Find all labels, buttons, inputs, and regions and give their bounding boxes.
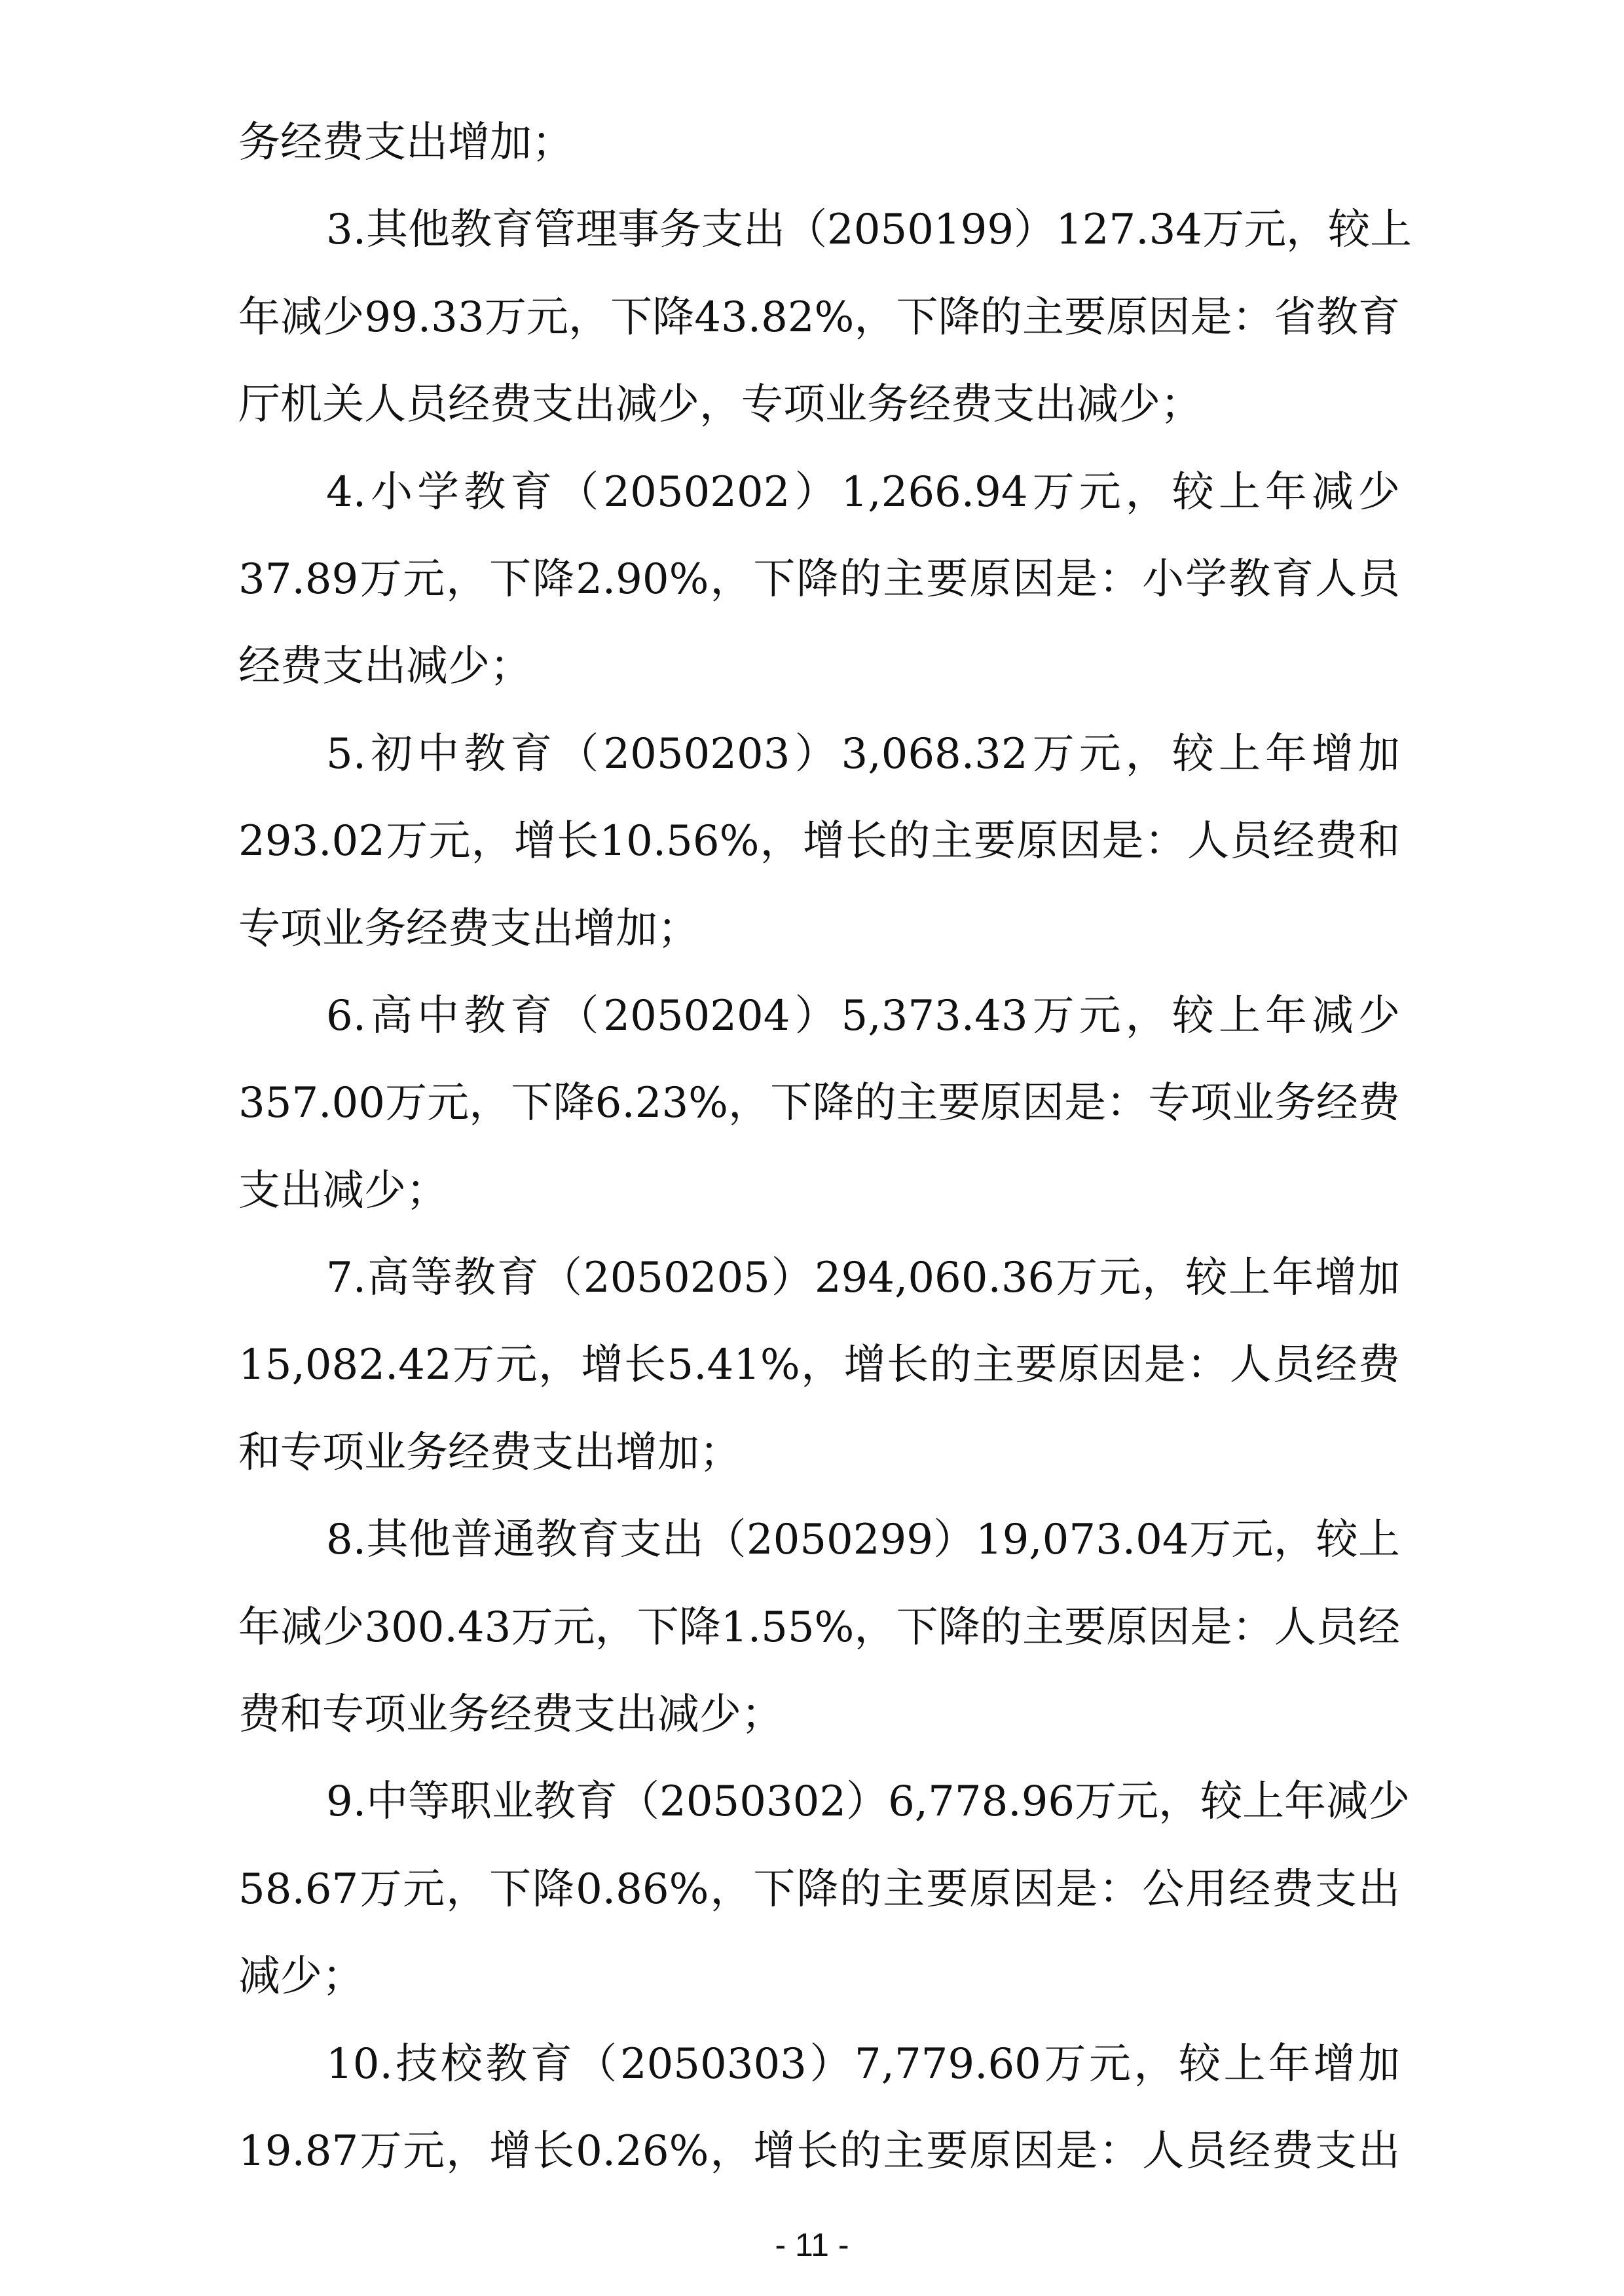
- text-line: 年减少300.43万元，下降1.55%，下降的主要原因是：人员经: [238, 1603, 1400, 1652]
- paragraph: [238, 985, 1400, 1247]
- text-line: 和专项业务经费支出增加；: [238, 1428, 741, 1477]
- text-line: 7.高等教育（2050205）294,060.36万元，较上年增加: [326, 1254, 1400, 1303]
- paragraph: [238, 461, 1400, 723]
- paragraph: [238, 1247, 1400, 1508]
- text-line: 15,082.42万元，增长5.41%，增长的主要原因是：人员经费: [238, 1341, 1400, 1390]
- paragraph: [238, 2033, 1400, 2208]
- text-line: 8.其他普通教育支出（2050299）19,073.04万元，较上: [326, 1516, 1400, 1565]
- text-line: 9.中等职业教育（2050302）6,778.96万元，较上年减少: [326, 1777, 1411, 1827]
- text-line: 10.技校教育（2050303）7,779.60万元，较上年增加: [326, 2039, 1400, 2088]
- text-line: 357.00万元，下降6.23%，下降的主要原因是：专项业务经费: [238, 1079, 1400, 1128]
- paragraph: [238, 198, 1412, 460]
- text-line: 19.87万元，增长0.26%，增长的主要原因是：人员经费支出: [238, 2126, 1400, 2176]
- text-line: 293.02万元，增长10.56%，增长的主要原因是：人员经费和: [238, 817, 1400, 866]
- text-line: 3.其他教育管理事务支出（2050199）127.34万元，较上: [326, 206, 1412, 255]
- text-line: 支出减少；: [238, 1166, 448, 1215]
- paragraph: [238, 1770, 1411, 2032]
- text-line: 经费支出减少；: [238, 642, 532, 691]
- text-line: 减少；: [238, 1952, 364, 2001]
- text-line: 4.小学教育（2050202）1,266.94万元，较上年减少: [326, 467, 1400, 517]
- text-line: 务经费支出增加；: [238, 118, 574, 167]
- page-number: - 11 -: [775, 2227, 849, 2263]
- text-line: 厅机关人员经费支出减少，专项业务经费支出减少；: [238, 380, 1202, 429]
- paragraph: [238, 1508, 1400, 1770]
- paragraph: [238, 723, 1400, 985]
- text-line: 37.89万元，下降2.90%，下降的主要原因是：小学教育人员: [238, 555, 1400, 604]
- document-body: [238, 111, 1412, 2207]
- text-line: 年减少99.33万元，下降43.82%，下降的主要原因是：省教育: [238, 293, 1400, 342]
- text-line: 5.初中教育（2050203）3,068.32万元，较上年增加: [326, 729, 1400, 778]
- paragraph: [238, 111, 1400, 198]
- text-line: 58.67万元，下降0.86%，下降的主要原因是：公用经费支出: [238, 1865, 1400, 1914]
- text-line: 费和专项业务经费支出减少；: [238, 1690, 783, 1740]
- text-line: 6.高中教育（2050204）5,373.43万元，较上年减少: [326, 991, 1400, 1040]
- text-line: 专项业务经费支出增加；: [238, 904, 699, 953]
